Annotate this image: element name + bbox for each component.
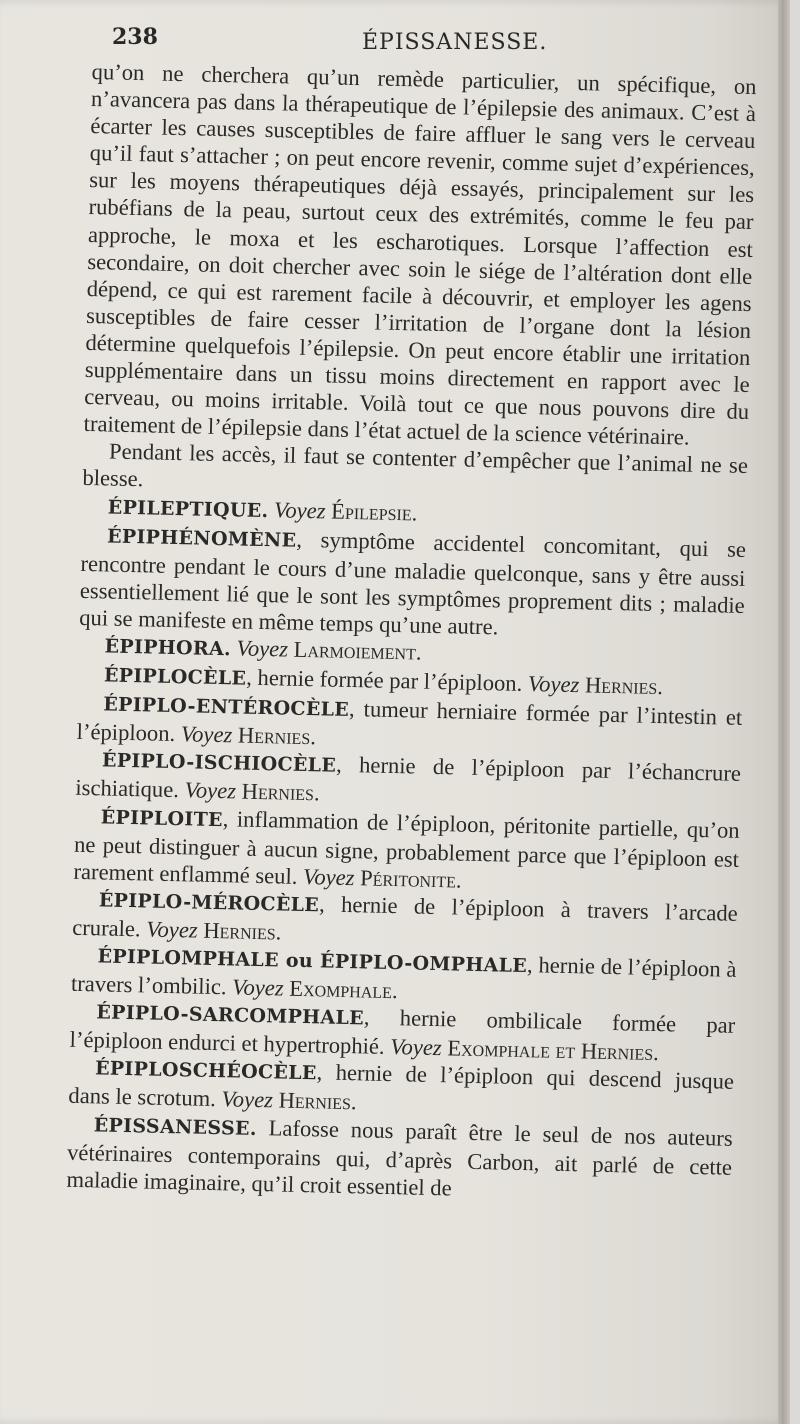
entry-text — [268, 497, 269, 522]
entry-headword: ÉPIPLO-SARCOMPHALE — [96, 1001, 365, 1030]
entry-epiphenomene — [79, 520, 746, 645]
entry-headword: ÉPIPLOITE — [100, 805, 224, 831]
cross-reference: Exomphale. — [289, 975, 398, 1004]
entry-text: , hernie ombilicale formée par l’épiploon endurci et hypertrophié. — [69, 1004, 736, 1060]
entry-text: , tumeur herniaire formée par l’intestin et l’épiploon. — [76, 696, 743, 747]
entry-text: Lafosse nous paraît être le seul de nos auteurs vétérinaires contemporains qui, d’après Carbon, ait parlé de cette maladie imaginaire, qu’il croit essentiel de — [66, 1114, 733, 1201]
entry-headword: ÉPISSANESSE. — [93, 1113, 258, 1140]
cross-reference: Péritonite. — [359, 865, 462, 893]
cross-reference: Hernies. — [584, 672, 664, 700]
entry-headword: ÉPIPLO-ISCHIOCÈLE — [101, 749, 337, 778]
entry-text: , hernie formée par l’épiploon. — [246, 664, 523, 696]
voyez-label: Voyez — [184, 777, 237, 804]
running-title: ÉPISSANESSE. — [362, 30, 548, 55]
paragraph-accès: Pendant les accès, il faut se contenter d’empêcher que l’animal ne se blesse. — [82, 438, 749, 492]
entry-headword: ÉPIPLO-ENTÉROCÈLE — [103, 693, 350, 722]
entry-text: , hernie de l’épiploon qui descend jusque dans le scrotum. — [68, 1059, 735, 1112]
voyez-label: Voyez — [180, 721, 233, 748]
cross-reference: Larmoiement. — [293, 636, 422, 665]
cross-reference: Exomphale et Hernies. — [447, 1035, 660, 1066]
entry-text: , inflammation de l’épiploon, péritonite partielle, qu’on ne peut distinguer à aucun signe, probablement parce que l’épiploon est rarement enflammé seul. — [73, 805, 740, 889]
cross-reference: Hernies. — [237, 722, 317, 750]
entry-headword: ÉPIPLO-MÉROCÈLE — [98, 889, 320, 917]
voyez-label: Voyez — [389, 1034, 442, 1061]
cross-reference: Hernies. — [203, 917, 282, 945]
voyez-label: Voyez — [302, 863, 355, 890]
entry-epiploite — [73, 801, 740, 899]
entry-text: , hernie de l’épiploon par l’échancrure ischiatique. — [75, 752, 742, 803]
paragraph-treatment: qu’on ne cherchera qu’un remède particulier, un spécifique, on n’avancera pas dans la thérapeutique de l’épilepsie des animaux. C’est à écarter les causes susceptibles de faire affluer le sang vers le cerveau qu’il faut s’attacher ; on peut encore revenir, comme sujet d’expériences, sur les moyens thérapeutiques déjà essayés, principalement sur les rubéfians de la peau, surtout ceux des extrémités, comme le feu par approche, le moxa et les escharotiques. Lorsque l’affection est secondaire, on doit chercher avec soin le siége de l’altération dont elle dépend, ce qui est rarement facile à découvrir, et employer les agens susceptibles de faire cesser l’irritation de l’organe dont la lésion détermine quelquefois l’épilepsie. On peut encore établir une irritation supplémentaire dans un tissu moins directement en rapport avec le cerveau, ou moins irritable. Voilà tout ce que nous pouvons dire du traitement de l’épilepsie dans l’état actuel de la science vétérinaire. — [83, 58, 757, 450]
cross-reference: Hernies. — [278, 1087, 357, 1115]
entry-text — [231, 635, 232, 660]
voyez-label: Voyez — [221, 1086, 274, 1113]
entry-text: , hernie de l’épiploon à travers l’ombilic. — [70, 952, 737, 1000]
entry-text: , hernie de l’épiploon à travers l’arcade crurale. — [71, 891, 739, 942]
page-header — [110, 22, 750, 62]
voyez-label: Voyez — [231, 974, 284, 1001]
cross-reference: Hernies. — [241, 779, 320, 806]
page-edge — [778, 0, 790, 1424]
voyez-label: Voyez — [273, 496, 326, 523]
entry-headword: ÉPIPLOMPHALE ou ÉPIPLO-OMPHALE — [97, 945, 528, 978]
entry-headword: ÉPIPHÉNOMÈNE — [106, 525, 297, 552]
cross-reference: Épilepsie. — [330, 498, 418, 525]
entry-headword: ÉPILEPTIQUE. — [107, 495, 269, 522]
entry-headword: ÉPIPLOSCHÉOCÈLE — [94, 1057, 317, 1085]
voyez-label: Voyez — [145, 916, 198, 943]
voyez-label: Voyez — [236, 635, 289, 662]
page-body — [66, 58, 757, 1208]
page-number: 238 — [112, 24, 158, 50]
entry-headword: ÉPIPHORA. — [104, 635, 232, 661]
entry-epissanesse — [66, 1109, 733, 1207]
entry-headword: ÉPIPLOCÈLE — [103, 664, 247, 690]
entry-text: , symptôme accidentel concomitant, qui se rencontre pendant le cours d’une maladie quelconque, sans y être aussi essentiellement lié que le sont les symptômes proprement dits ; maladie qui se manifeste en même temps qu’une autre. — [79, 526, 747, 640]
voyez-label: Voyez — [527, 671, 580, 698]
